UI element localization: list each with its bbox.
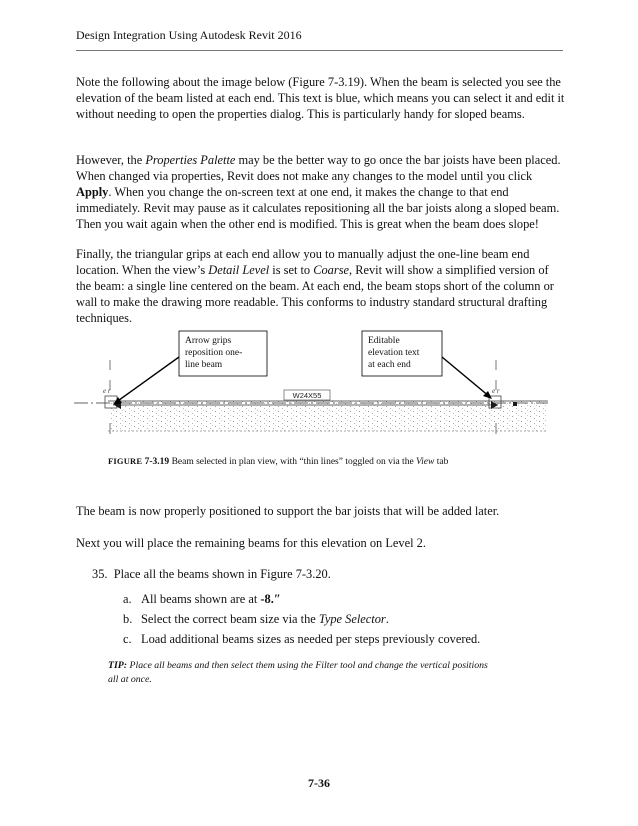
paragraph-next: Next you will place the remaining beams for this elevation on Level 2. — [76, 536, 426, 550]
callout-right-line: at each end — [368, 360, 411, 370]
caption-label: FIGURE — [108, 456, 143, 466]
term-detail-level: Detail Level — [208, 263, 270, 277]
substep-text: Select the correct beam size via the — [141, 612, 319, 626]
term-apply: Apply — [76, 185, 109, 199]
text-run: may be the better way to go once the bar joists have been placed. When changed via properties, Revit does not make any changes to the model until you click — [76, 153, 561, 183]
substep-a — [123, 592, 281, 607]
callout-left-line: line beam — [185, 360, 223, 370]
page-number: 7-36 — [308, 776, 330, 790]
substep-tail: . — [385, 612, 389, 626]
caption-italic: View — [416, 457, 435, 467]
tip-label: TIP: — [108, 660, 128, 671]
substep-letter: c. — [123, 632, 132, 646]
term-coarse: Coarse — [313, 263, 350, 277]
paragraph-grips — [76, 246, 566, 326]
substep-letter: a. — [123, 592, 132, 606]
callout-left-line: Arrow grips — [185, 336, 232, 346]
text-run: , Revit will show a simplified version of the beam: a single line centered on the beam. At each end, the beam stops short of the column or wall to make the drawing more readable. This conforms to industry standard structural drafting techniques. — [76, 263, 554, 325]
substep-value: -8.″ — [260, 592, 281, 606]
leader-left — [115, 357, 179, 403]
text-run: Finally, the triangular grips at each end allow you to manually adjust the one-line beam end location. When the view’s — [76, 247, 530, 277]
caption-tail: tab — [434, 457, 449, 467]
text-run: is set to — [269, 263, 314, 277]
substep-b — [123, 612, 389, 627]
header-rule — [76, 50, 563, 51]
substep-text: Load additional beams sizes as needed per steps previously covered. — [141, 632, 481, 646]
text-run: However, the — [76, 153, 146, 167]
caption-text: Beam selected in plan view, with “thin lines” toggled on via the — [169, 457, 417, 467]
substep-c — [123, 632, 480, 647]
paragraph-positioned: The beam is now properly positioned to support the bar joists that will be added later. — [76, 504, 500, 518]
beam-tag[interactable]: W24X55 — [292, 391, 322, 400]
tip-note — [108, 659, 488, 687]
running-header: Design Integration Using Autodesk Revit 2016 — [76, 28, 302, 42]
callout-right-line: Editable — [368, 336, 400, 346]
step-35 — [92, 567, 331, 582]
caption-number: 7-3.19 — [142, 457, 170, 467]
tip-text: Place all beams and then select them using the Filter tool and change the vertical positions all at once. — [108, 660, 488, 685]
paragraph-properties — [76, 152, 566, 232]
substep-letter: b. — [123, 612, 133, 626]
paragraph-note: Note the following about the image below (Figure 7-3.19). When the beam is selected you see the elevation of the beam listed at each end. This text is blue, which means you can select it and edit it without needing to open the properties dialog. This is particularly handy for sloped beams. — [76, 75, 565, 121]
beam-figure — [70, 330, 556, 442]
callout-right-line: elevation text — [368, 348, 420, 358]
step-text: Place all the beams shown in Figure 7-3.20. — [113, 567, 331, 581]
text-run: . When you change the on-screen text at one end, it makes the change to that end immediately. Revit may pause as it calculates repositioning all the bar joists along a sloped beam. Then you wait again when the other end is modified. This is great when the beam does slope! — [76, 185, 560, 231]
end-label-right[interactable]: e r — [492, 387, 500, 395]
term-type-selector: Type Selector — [318, 612, 386, 626]
substep-text: All beams shown are at — [141, 592, 261, 606]
callout-left-line: reposition one- — [185, 348, 243, 358]
term-properties-palette: Properties Palette — [145, 153, 236, 167]
beam-end-marker-icon — [513, 402, 517, 406]
figure-caption — [108, 456, 448, 467]
step-number: 35. — [92, 567, 108, 581]
leader-right — [442, 357, 490, 397]
end-label-left[interactable]: e r — [103, 387, 111, 395]
